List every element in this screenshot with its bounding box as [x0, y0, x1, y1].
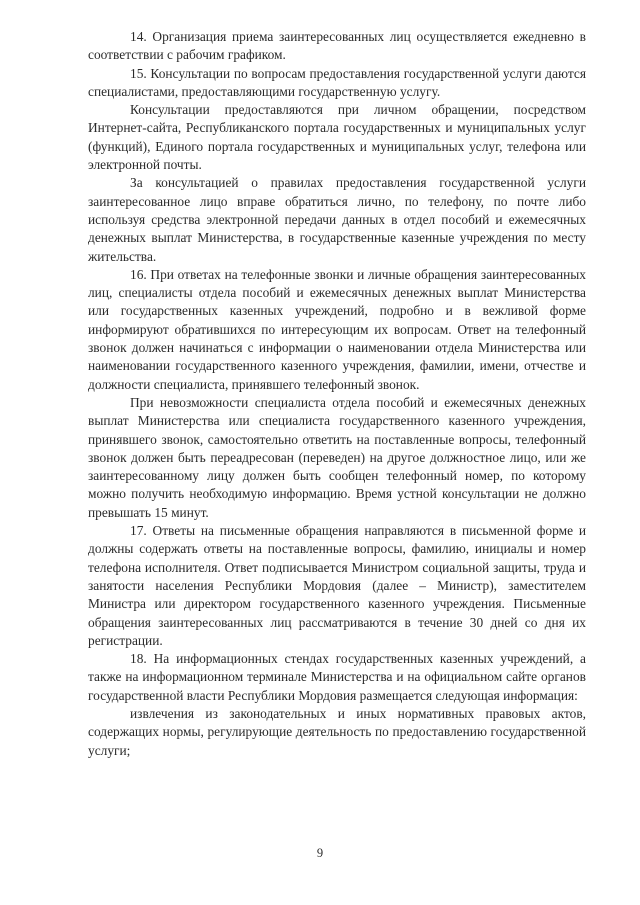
paragraph-14: 14. Организация приема заинтересованных лиц осуществляется ежедневно в соответствии с рабочим графиком.	[88, 29, 586, 63]
paragraph-17: 17. Ответы на письменные обращения направляются в письменной форме и должны содержать ответы на поставленные вопросы, фамилию, инициалы и номер телефона исполнителя. Ответ подписывается Министром социальной защиты, труда и занятости населения Республики Мордовия (далее – Министр), заместителем Министра или директором государственного казенного учреждения. Письменные обращения заинтересованных лиц рассматриваются в течение 30 дней со дня их регистрации.	[88, 523, 586, 648]
paragraph-consultation-rules: За консультацией о правилах предоставления государственной услуги заинтересованное лицо вправе обратиться лично, по телефону, по почте либо используя средства электронной передачи данных в отдел пособий и ежемесячных денежных выплат Министерства, в государственные казенные учреждения по месту жительства.	[88, 175, 586, 264]
paragraph-extracts: извлечения из законодательных и иных нормативных правовых актов, содержащих нормы, регулирующие деятельность по предоставлению государственной услуги;	[88, 705, 586, 758]
paragraph-15: 15. Консультации по вопросам предоставления государственной услуги даются специалистами, предоставляющими государственную услугу.	[88, 65, 586, 99]
paragraph-16: 16. При ответах на телефонные звонки и личные обращения заинтересованных лиц, специалисты отдела пособий и ежемесячных денежных выплат Министерства или государственных казенных учреждений, подробно и в вежливой форме информируют обратившихся по интересующим их вопросам. Ответ на телефонный звонок должен начинаться с информации о наименовании отдела Министерства или наименовании государственного казенного учреждения, фамилии, имени, отчестве и должности специалиста, принявшего телефонный звонок.	[88, 266, 586, 392]
document-body	[88, 28, 586, 760]
paragraph-18: 18. На информационных стендах государственных казенных учреждений, а также на информационном терминале Министерства и на официальном сайте органов государственной власти Республики Мордовия размещается следующая информация:	[88, 651, 586, 703]
page-number: 9	[316, 846, 324, 860]
paragraph-redirect: При невозможности специалиста отдела пособий и ежемесячных денежных выплат Министерства или специалиста государственного казенного учреждения, принявшего звонок, самостоятельно ответить на поставленные вопросы, телефонный звонок должен быть переадресован (переведен) на другое должностное лицо, или же заинтересованному лицу должен быть сообщен телефонный номер, по которому можно получить необходимую информацию. Время устной консультации не должно превышать 15 минут.	[88, 394, 586, 520]
paragraph-consultation-channels: Консультации предоставляются при личном обращении, посредством Интернет-сайта, Республиканского портала государственных и муниципальных услуг (функций), Единого портала государственных и муниципальных услуг, телефона или электронной почты.	[88, 102, 586, 173]
